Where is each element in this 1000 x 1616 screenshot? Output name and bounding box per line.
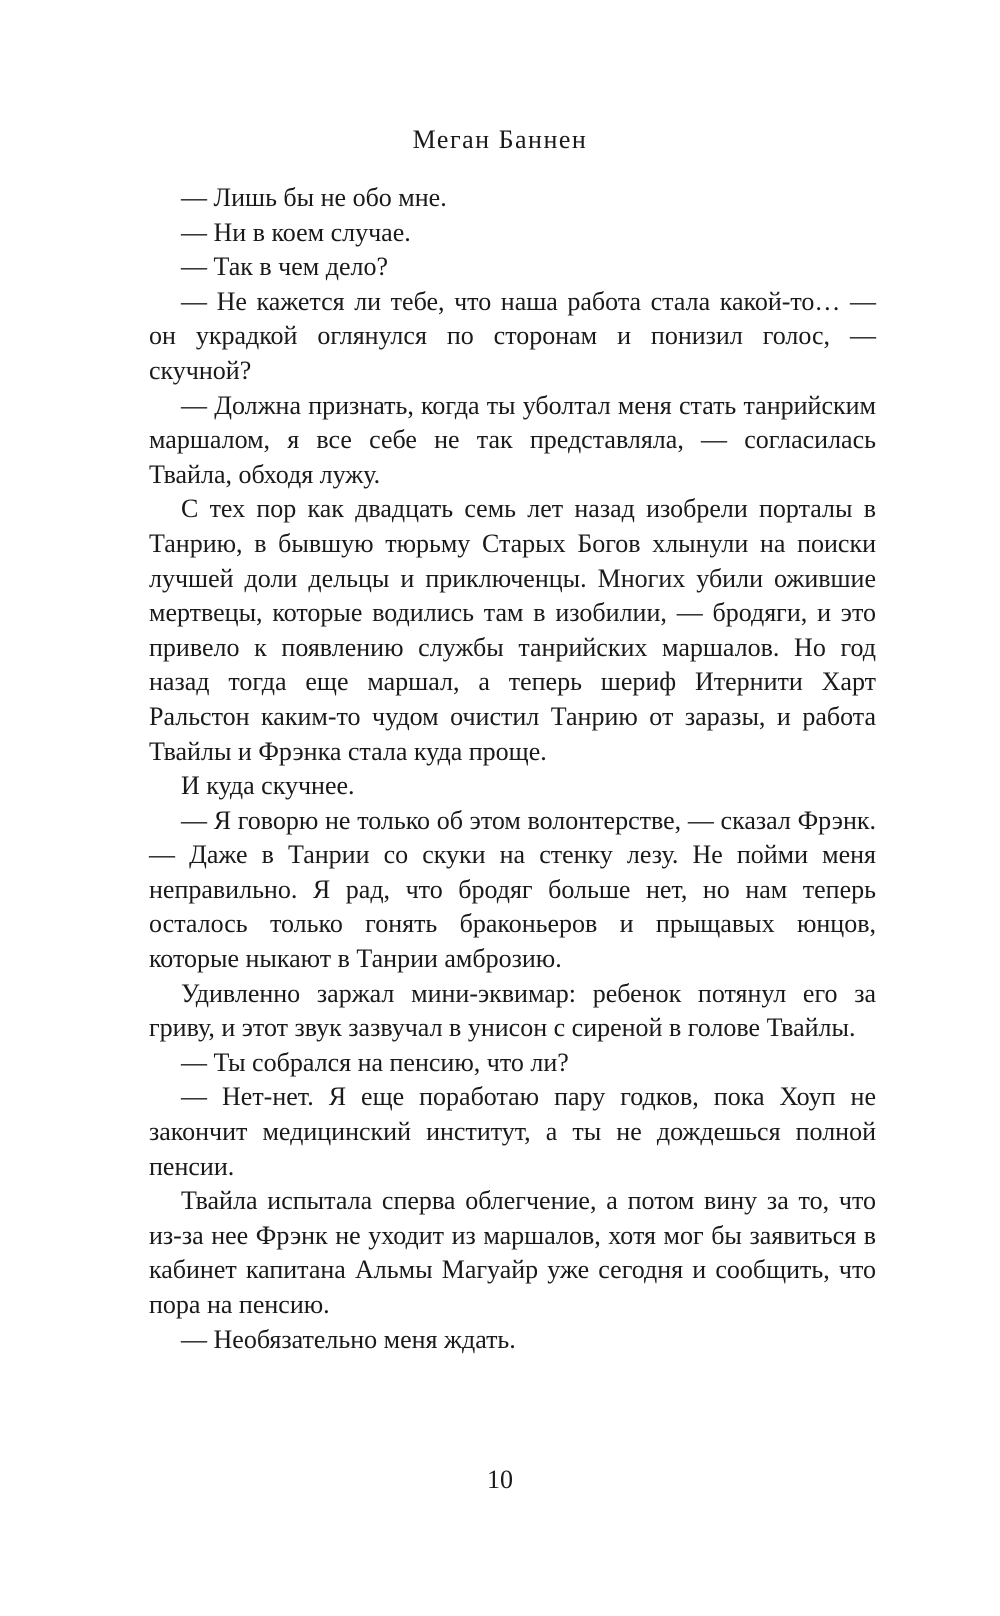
- paragraph: — Так в чем дело?: [181, 252, 389, 282]
- paragraph: С тех пор как двадцать семь лет назад изобрели порталы в Танрию, в бывшую тюрьму Старых Богов хлынули на поиски лучшей доли дельцы и приключенцы. Многих убили ожившие мертвецы, которые водились там в изобилии, — бродяги, и это привело к появлению службы танрийских маршалов. Но год назад тогда еще маршал, а теперь шериф Итернити Харт Ральстон каким-то чудом очистил Танрию от заразы, и работа Твайлы и Фрэнка стала куда проще.: [149, 494, 876, 766]
- paragraph: — Лишь бы не обо мне.: [181, 183, 447, 212]
- running-head: Меган Баннен: [412, 125, 588, 154]
- paragraph: И куда скучнее.: [181, 771, 355, 801]
- paragraph: — Необязательно меня ждать.: [181, 1324, 516, 1354]
- paragraph: — Ни в коем случае.: [181, 217, 411, 247]
- paragraph: — Ты собрался на пенсию, что ли?: [181, 1047, 569, 1077]
- page-number: 10: [487, 1465, 513, 1494]
- paragraph: — Не кажется ли тебе, что наша работа стала какой-то… — он украдкой оглянулся по сторонам и понизил голос, — скучной?: [149, 286, 876, 385]
- paragraph: Твайла испытала сперва облегчение, а потом вину за то, что из-за нее Фрэнк не уходит из маршалов, хотя мог бы заявиться в кабинет капитана Альмы Магуайр уже сегодня и сообщить, что пора на пенсию.: [149, 1186, 876, 1319]
- body-text: [149, 181, 876, 1357]
- paragraph: — Я говорю не только об этом волонтерстве, — сказал Фрэнк. — Даже в Танрии со скуки на стенку лезу. Не пойми меня неправильно. Я рад, что бродяг больше нет, но нам теперь осталось только гонять браконьеров и прыщавых юнцов, которые ныкают в Танрии амброзию.: [149, 805, 876, 974]
- paragraph: Удивленно заржал мини-эквимар: ребенок потянул его за гриву, и этот звук зазвучал в унисон с сиреной в голове Твайлы.: [149, 978, 876, 1043]
- paragraph: — Должна признать, когда ты уболтал меня стать танрийским маршалом, я все себе не так представляла, — согласилась Твайла, обходя лужу.: [149, 390, 876, 489]
- paragraph: — Нет-нет. Я еще поработаю пару годков, пока Хоуп не закончит медицинский институт, а ты не дождешься полной пенсии.: [149, 1082, 876, 1181]
